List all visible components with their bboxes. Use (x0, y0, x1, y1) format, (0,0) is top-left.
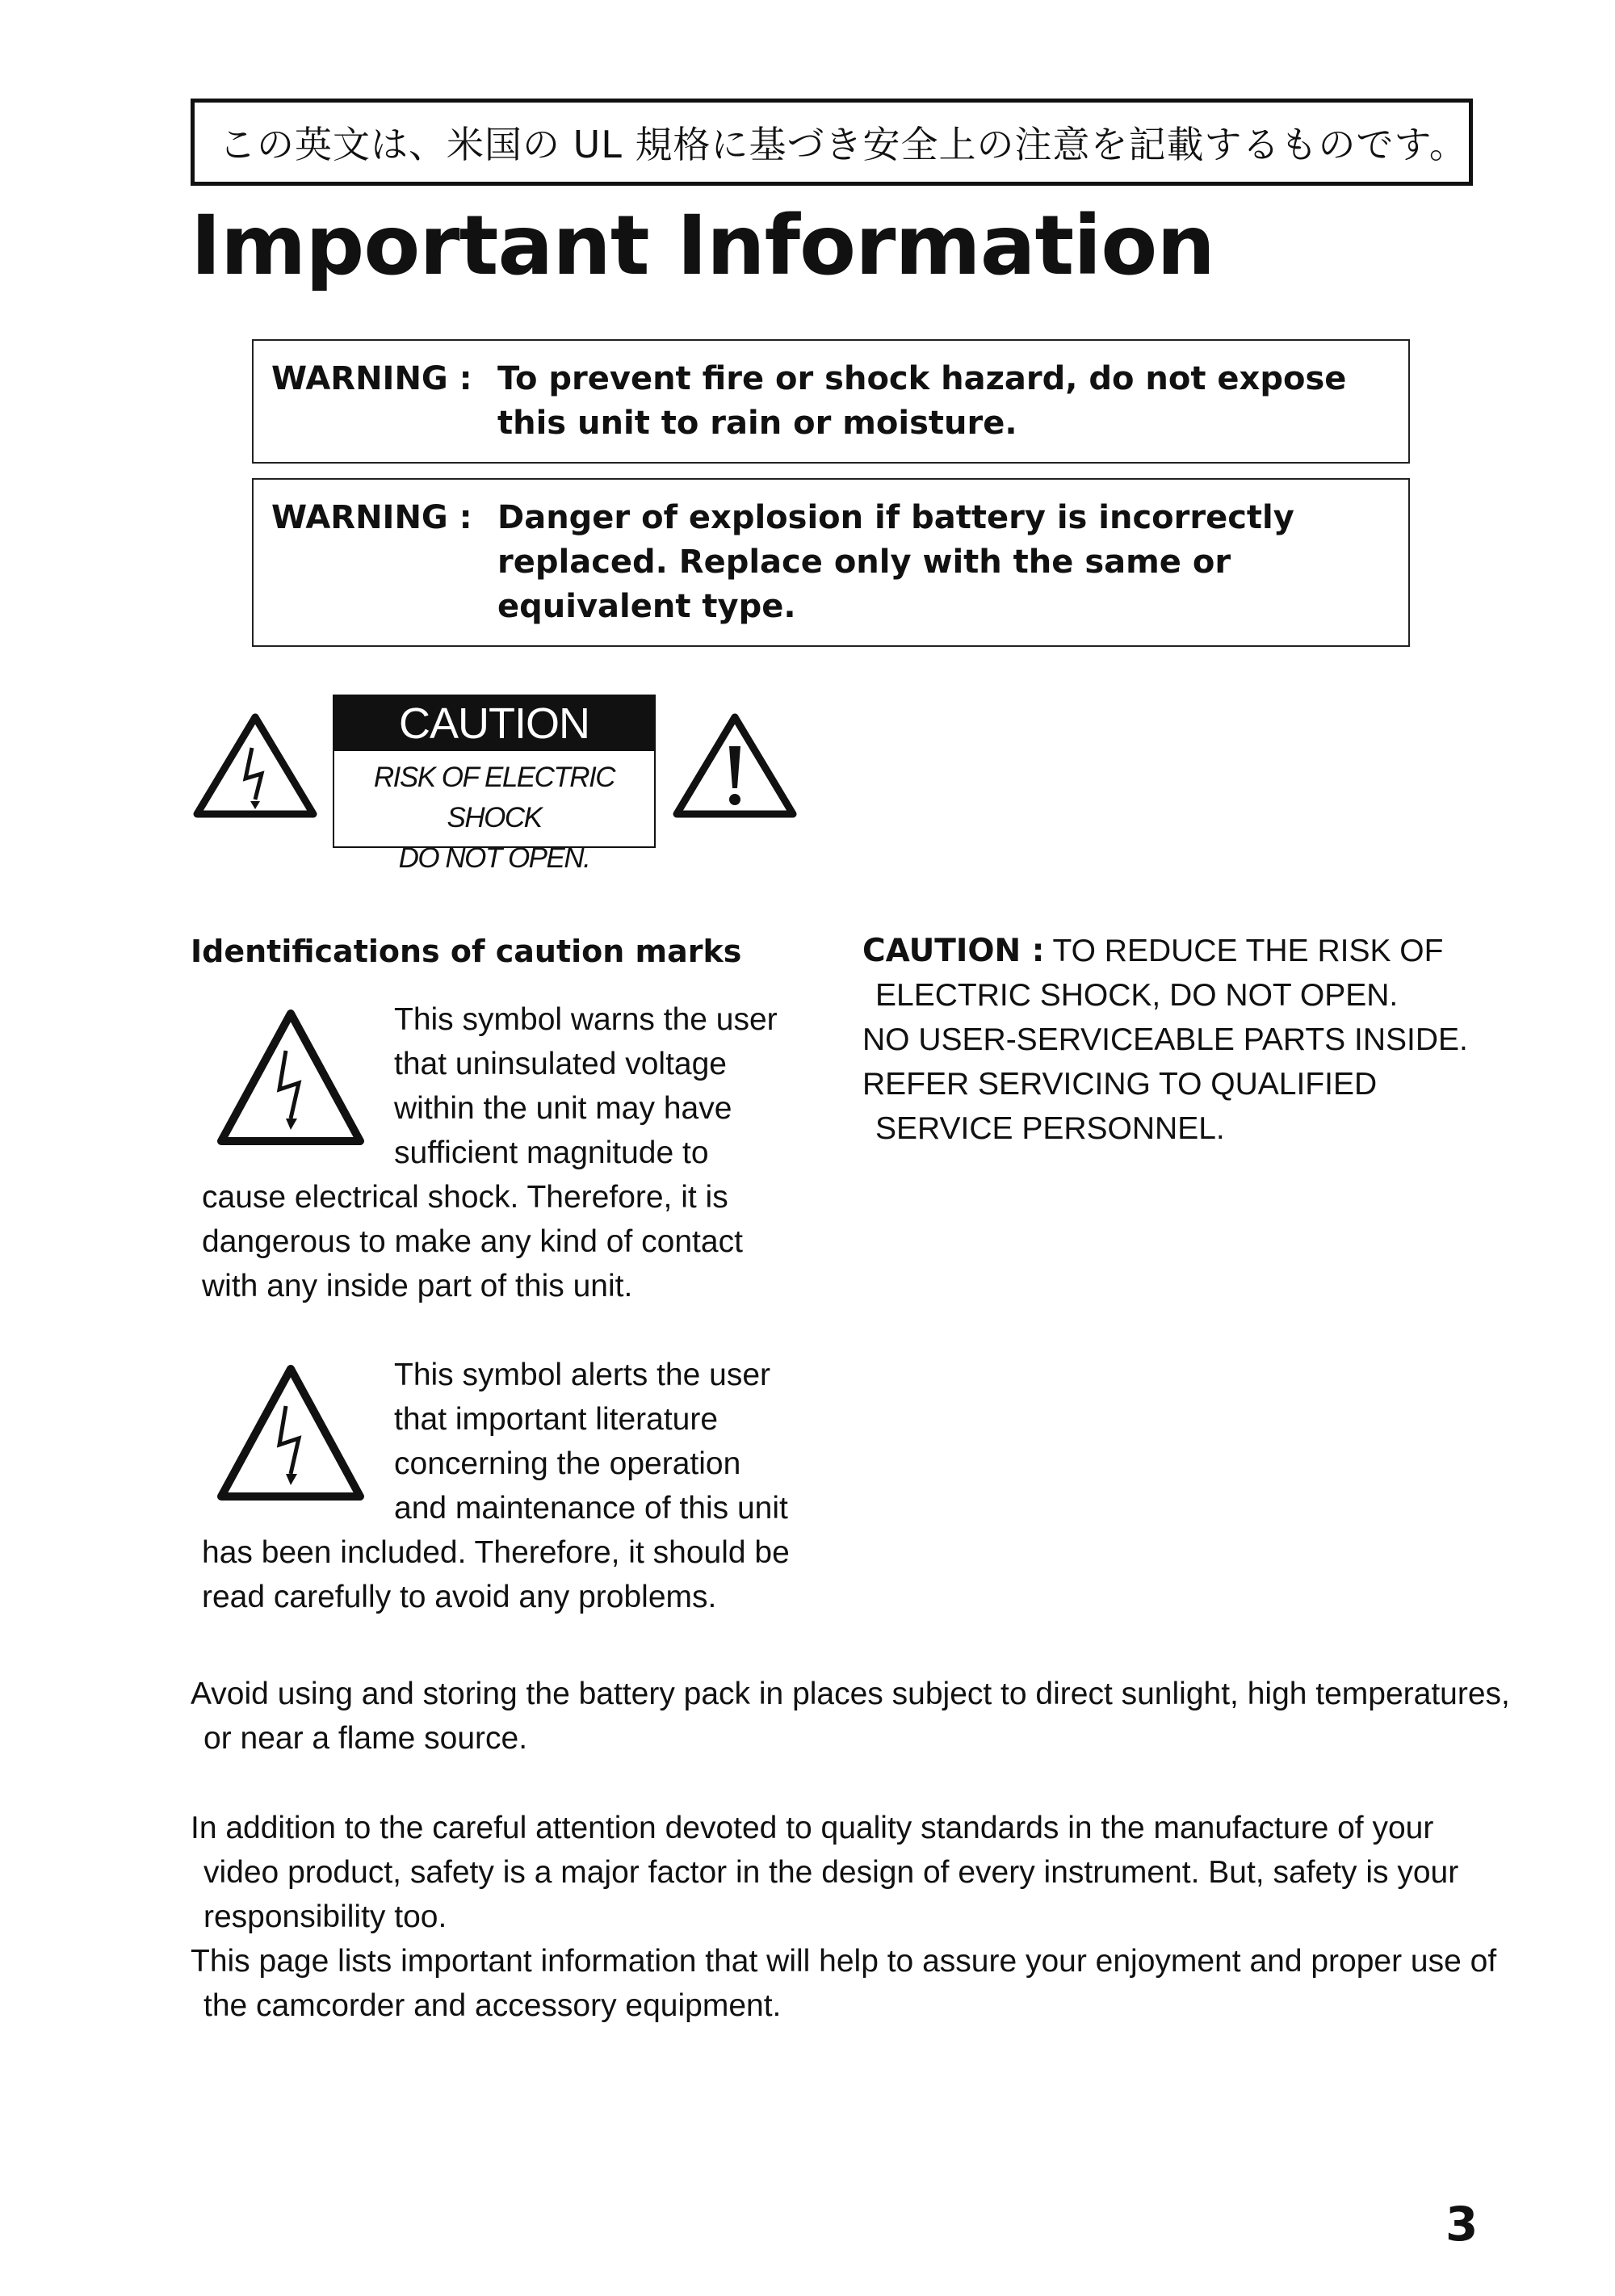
caution-label-panel (333, 695, 656, 874)
caution-notice-line: NO USER-SERVICEABLE PARTS INSIDE. (862, 1022, 1468, 1057)
identification-item (202, 1353, 799, 1619)
caution-label-heading: CAUTION (334, 696, 654, 751)
page-number: 3 (1445, 2197, 1479, 2252)
caution-notice (862, 929, 1589, 1151)
identification-item (202, 997, 799, 1308)
paragraph-continuation: video product, safety is a major factor in the design of every instrument. But, safety is your responsibility too. (203, 1855, 1459, 1934)
caution-notice-label: CAUTION : (862, 933, 1045, 969)
lightning-triangle-icon (202, 997, 394, 1175)
lightning-triangle-icon (202, 1353, 394, 1530)
identification-text: This symbol warns the user that uninsulated voltage within the unit may have sufficient magnitude to cause electrical shock. Therefore, it is dangerous to make any kind of contact with any inside part of this unit. (202, 1002, 778, 1303)
page-title: Important Information (191, 198, 1214, 294)
paragraph-continuation: the camcorder and accessory equipment. (203, 1988, 782, 2023)
caution-notice-line: TO REDUCE THE RISK OF (1052, 934, 1444, 968)
paragraph-first-line: This page lists important information that will help to assure your enjoyment and proper use of (191, 1944, 1497, 1979)
caution-label-subtext (334, 751, 654, 879)
caution-notice-line: SERVICE PERSONNEL. (875, 1111, 1225, 1146)
warning-label: WARNING : (271, 499, 472, 536)
lightning-triangle-icon (192, 711, 318, 821)
warning-box-fire (252, 339, 1410, 464)
warning-text: To prevent fire or shock hazard, do not expose this unit to rain or moisture. (497, 360, 1347, 442)
paragraph-first-line: In addition to the careful attention devoted to quality standards in the manufacture of your (191, 1811, 1434, 1845)
info-paragraph (191, 1939, 1515, 2028)
ul-notice-box (191, 99, 1473, 186)
warning-label: WARNING : (271, 360, 472, 397)
identifications-heading: Identifications of caution marks (191, 934, 742, 969)
paragraph-first-line: Avoid using and storing the battery pack in places subject to direct sunlight, high temperatures, (191, 1677, 1510, 1711)
warning-box-battery (252, 478, 1410, 647)
identification-text: This symbol alerts the user that important literature concerning the operation and maintenance of this unit has been included. Therefore, it should be read carefully to avoid any problems. (202, 1358, 790, 1614)
caution-label-line2: DO NOT OPEN. (398, 842, 590, 874)
ul-notice-text: この英文は、米国の UL 規格に基づき安全上の注意を記載するものです。 (219, 123, 1467, 166)
exclamation-triangle-icon (672, 711, 798, 821)
warning-text: Danger of explosion if battery is incorrectly replaced. Replace only with the same or equivalent type. (497, 499, 1294, 625)
caution-label-line1: RISK OF ELECTRIC SHOCK (373, 762, 615, 833)
battery-paragraph (191, 1672, 1515, 1761)
safety-paragraph (191, 1806, 1515, 1939)
caution-notice-line: REFER SERVICING TO QUALIFIED (862, 1067, 1378, 1102)
paragraph-continuation: or near a flame source. (203, 1721, 528, 1756)
caution-notice-line: ELECTRIC SHOCK, DO NOT OPEN. (875, 978, 1399, 1013)
